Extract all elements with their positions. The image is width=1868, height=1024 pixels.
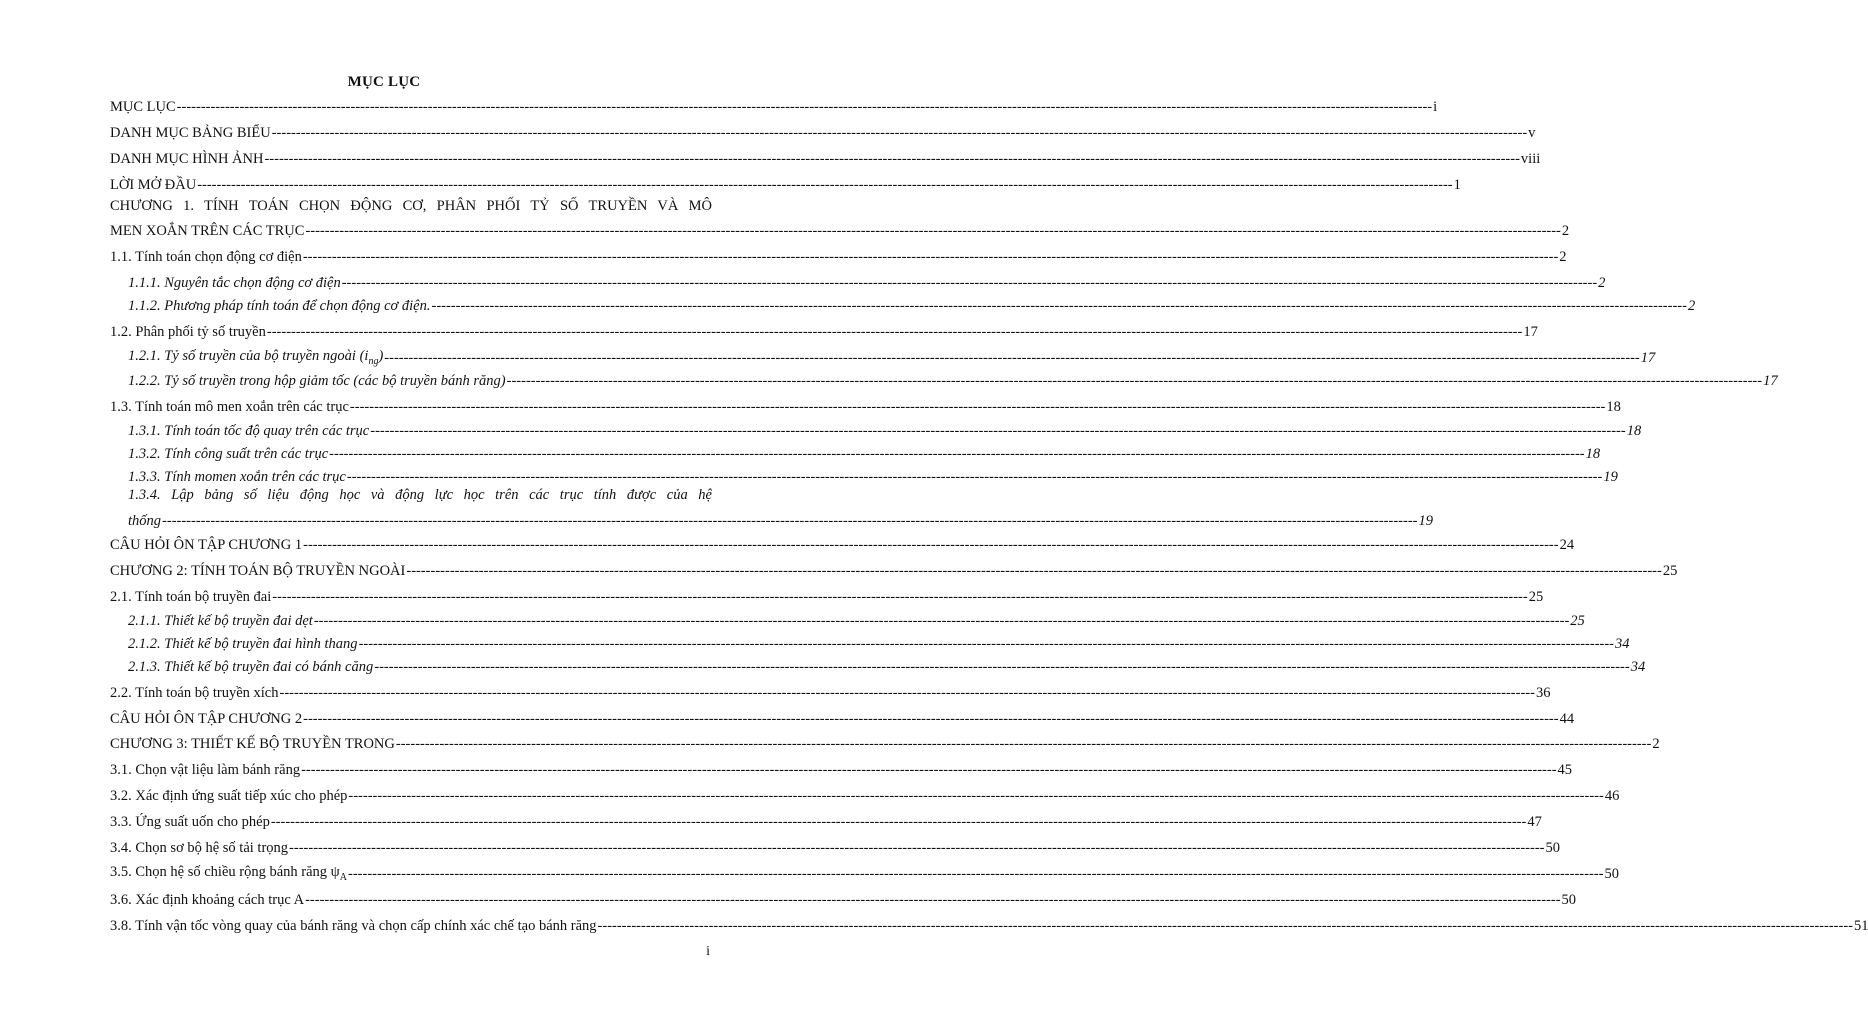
toc-leader-dashes: --------------------------------------------------------------------------------------------------------------------------------------------------------------------------------------------------------------------------------------------------------------------: [305, 223, 1561, 239]
toc-entry-page: 50: [1604, 866, 1619, 882]
toc-entry-wrapped-line[interactable]: 1.3.4. Lập bảng số liệu động học và động lực học trên các trục tính được của hệ: [128, 487, 712, 503]
toc-leader-dashes: --------------------------------------------------------------------------------------------------------------------------------------------------------------------------------------------------------------------------------------------------------------------: [313, 613, 1570, 629]
toc-entry-title: 3.8. Tính vận tốc vòng quay của bánh răng và chọn cấp chính xác chế tạo bánh răng: [110, 918, 597, 934]
toc-entry[interactable]: [110, 319, 1538, 341]
toc-entry-page: 1: [1453, 177, 1461, 193]
toc-entry[interactable]: [128, 270, 1606, 292]
toc-entry-page: 2: [1561, 223, 1570, 239]
toc-leader-dashes: --------------------------------------------------------------------------------------------------------------------------------------------------------------------------------------------------------------------------------------------------------------------: [197, 177, 1453, 193]
toc-entry-title: 3.3. Ứng suất uốn cho phép: [110, 814, 270, 830]
toc-entry-title: 3.5. Chọn hệ số chiều rộng bánh răng $\psi_A$: [110, 864, 347, 883]
toc-entry[interactable]: [128, 508, 1433, 530]
toc-entry[interactable]: [110, 680, 1551, 702]
toc-entry-title: 2.1.3. Thiết kế bộ truyền đai có bánh căng: [128, 659, 374, 675]
toc-entry-page: viii: [1520, 151, 1541, 167]
toc-entry[interactable]: [110, 120, 1536, 142]
toc-leader-dashes: --------------------------------------------------------------------------------------------------------------------------------------------------------------------------------------------------------------------------------------------------------------------: [348, 866, 1604, 882]
toc-entry[interactable]: [110, 244, 1567, 266]
toc-entry[interactable]: [110, 532, 1575, 554]
toc-leader-dashes: --------------------------------------------------------------------------------------------------------------------------------------------------------------------------------------------------------------------------------------------------------------------: [358, 636, 1615, 652]
toc-leader-dashes: --------------------------------------------------------------------------------------------------------------------------------------------------------------------------------------------------------------------------------------------------------------------: [406, 563, 1662, 579]
toc-entry-page: 2: [1687, 298, 1696, 314]
toc-entry[interactable]: [110, 731, 1660, 753]
page-title: MỤC LỤC: [347, 74, 421, 90]
toc-leader-dashes: --------------------------------------------------------------------------------------------------------------------------------------------------------------------------------------------------------------------------------------------------------------------: [597, 918, 1853, 934]
subscript-text: A: [339, 872, 347, 883]
toc-entry-page: 24: [1559, 537, 1575, 553]
toc-leader-dashes: --------------------------------------------------------------------------------------------------------------------------------------------------------------------------------------------------------------------------------------------------------------------: [271, 125, 1528, 141]
toc-leader-dashes: --------------------------------------------------------------------------------------------------------------------------------------------------------------------------------------------------------------------------------------------------------------------: [384, 350, 1640, 366]
toc-entry-page: 2: [1559, 249, 1567, 265]
toc-entry-title: MEN XOẮN TRÊN CÁC TRỤC: [110, 223, 305, 239]
toc-leader-dashes: --------------------------------------------------------------------------------------------------------------------------------------------------------------------------------------------------------------------------------------------------------------------: [374, 659, 1630, 675]
toc-leader-dashes: --------------------------------------------------------------------------------------------------------------------------------------------------------------------------------------------------------------------------------------------------------------------: [301, 762, 1557, 778]
toc-entry[interactable]: [110, 218, 1570, 240]
toc-leader-dashes: --------------------------------------------------------------------------------------------------------------------------------------------------------------------------------------------------------------------------------------------------------------------: [264, 151, 1520, 167]
toc-entry[interactable]: [110, 887, 1577, 909]
toc-leader-dashes: --------------------------------------------------------------------------------------------------------------------------------------------------------------------------------------------------------------------------------------------------------------------: [346, 469, 1603, 485]
toc-entry-title: thống: [128, 513, 162, 529]
toc-entry-page: 25: [1662, 563, 1678, 579]
toc-entry-page: 18: [1585, 446, 1601, 462]
toc-entry-page: 25: [1570, 613, 1585, 629]
toc-leader-dashes: --------------------------------------------------------------------------------------------------------------------------------------------------------------------------------------------------------------------------------------------------------------------: [506, 373, 1763, 389]
toc-entry-title: 1.1. Tính toán chọn động cơ điện: [110, 249, 302, 265]
toc-leader-dashes: --------------------------------------------------------------------------------------------------------------------------------------------------------------------------------------------------------------------------------------------------------------------: [176, 99, 1433, 115]
toc-entry-title: CÂU HỎI ÔN TẬP CHƯƠNG 2: [110, 711, 303, 727]
toc-entry-title: 3.6. Xác định khoảng cách trục A: [110, 892, 305, 908]
toc-entry-page: v: [1528, 125, 1536, 141]
toc-leader-dashes: --------------------------------------------------------------------------------------------------------------------------------------------------------------------------------------------------------------------------------------------------------------------: [349, 399, 1606, 415]
toc-entry-title: 2.1.1. Thiết kế bộ truyền đai dẹt: [128, 613, 313, 629]
toc-entry-page: 34: [1630, 659, 1646, 675]
toc-entry-page: 18: [1626, 423, 1642, 439]
toc-entry-title: 3.1. Chọn vật liệu làm bánh răng: [110, 762, 301, 778]
toc-entry-page: i: [1433, 99, 1438, 115]
toc-entry[interactable]: [110, 394, 1621, 416]
toc-leader-dashes: --------------------------------------------------------------------------------------------------------------------------------------------------------------------------------------------------------------------------------------------------------------------: [303, 711, 1559, 727]
toc-leader-dashes: --------------------------------------------------------------------------------------------------------------------------------------------------------------------------------------------------------------------------------------------------------------------: [270, 814, 1527, 830]
toc-entry-title: DANH MỤC BẢNG BIỂU: [110, 125, 271, 141]
toc-entry-title: 1.2. Phân phối tỷ số truyền: [110, 324, 266, 340]
toc-entry[interactable]: [110, 809, 1542, 831]
toc-leader-dashes: --------------------------------------------------------------------------------------------------------------------------------------------------------------------------------------------------------------------------------------------------------------------: [329, 446, 1585, 462]
toc-entry-page: 17: [1523, 324, 1538, 340]
toc-entry[interactable]: [110, 558, 1678, 580]
toc-entry-page: 19: [1418, 513, 1433, 529]
toc-leader-dashes: --------------------------------------------------------------------------------------------------------------------------------------------------------------------------------------------------------------------------------------------------------------------: [289, 840, 1545, 856]
toc-entry[interactable]: [110, 706, 1575, 728]
toc-entry-title: 1.3.2. Tính công suất trên các trục: [128, 446, 329, 462]
toc-entry-page: 45: [1557, 762, 1573, 778]
toc-entry-title: DANH MỤC HÌNH ẢNH: [110, 151, 264, 167]
toc-entry-page: 46: [1604, 788, 1620, 804]
toc-entry[interactable]: [128, 368, 1778, 390]
toc-entry-title: LỜI MỞ ĐẦU: [110, 177, 197, 193]
toc-entry-title: CHƯƠNG 3: THIẾT KẾ BỘ TRUYỀN TRONG: [110, 736, 395, 752]
toc-leader-dashes: --------------------------------------------------------------------------------------------------------------------------------------------------------------------------------------------------------------------------------------------------------------------: [272, 589, 1528, 605]
toc-entry[interactable]: [128, 418, 1642, 440]
toc-leader-dashes: --------------------------------------------------------------------------------------------------------------------------------------------------------------------------------------------------------------------------------------------------------------------: [279, 685, 1535, 701]
toc-entry-title: 1.3.1. Tính toán tốc độ quay trên các trục: [128, 423, 370, 439]
toc-entry-title: 1.3. Tính toán mô men xoắn trên các trục: [110, 399, 349, 415]
toc-entry-title: 3.2. Xác định ứng suất tiếp xúc cho phép: [110, 788, 348, 804]
toc-entry-page: 47: [1527, 814, 1542, 830]
toc-leader-dashes: --------------------------------------------------------------------------------------------------------------------------------------------------------------------------------------------------------------------------------------------------------------------: [341, 275, 1598, 291]
toc-entry-page: 34: [1615, 636, 1630, 652]
toc-entry-page: 50: [1561, 892, 1577, 908]
toc-entry-title: 3.4. Chọn sơ bộ hệ số tải trọng: [110, 840, 289, 856]
toc-entry-title: 1.2.2. Tỷ số truyền trong hộp giảm tốc (các bộ truyền bánh răng): [128, 373, 506, 389]
toc-leader-dashes: --------------------------------------------------------------------------------------------------------------------------------------------------------------------------------------------------------------------------------------------------------------------: [370, 423, 1626, 439]
toc-entry-title: 1.1.2. Phương pháp tính toán để chọn động cơ điện.: [128, 298, 431, 314]
toc-entry[interactable]: [110, 94, 1438, 116]
toc-entry-title: 2.2. Tính toán bộ truyền xích: [110, 685, 279, 701]
toc-entry-page: 2: [1652, 736, 1660, 752]
page-number: i: [706, 944, 710, 959]
toc-entry-title: 1.3.3. Tính momen xoắn trên các trục: [128, 469, 346, 485]
toc-leader-dashes: --------------------------------------------------------------------------------------------------------------------------------------------------------------------------------------------------------------------------------------------------------------------: [162, 513, 1418, 529]
toc-entry-title: MỤC LỤC: [110, 99, 176, 115]
toc-entry[interactable]: [110, 913, 1868, 935]
toc-entry-page: 25: [1528, 589, 1544, 605]
toc-entry[interactable]: [128, 654, 1646, 676]
toc-entry[interactable]: [110, 146, 1541, 168]
toc-entry-page: 17: [1640, 350, 1656, 366]
toc-leader-dashes: --------------------------------------------------------------------------------------------------------------------------------------------------------------------------------------------------------------------------------------------------------------------: [395, 736, 1652, 752]
toc-entry[interactable]: [110, 172, 1461, 194]
toc-entry[interactable]: [128, 293, 1696, 315]
toc-leader-dashes: --------------------------------------------------------------------------------------------------------------------------------------------------------------------------------------------------------------------------------------------------------------------: [431, 298, 1687, 314]
toc-entry-page: 50: [1545, 840, 1560, 856]
toc-leader-dashes: --------------------------------------------------------------------------------------------------------------------------------------------------------------------------------------------------------------------------------------------------------------------: [302, 249, 1559, 265]
toc-entry[interactable]: [110, 783, 1620, 805]
toc-leader-dashes: --------------------------------------------------------------------------------------------------------------------------------------------------------------------------------------------------------------------------------------------------------------------: [305, 892, 1561, 908]
toc-entry[interactable]: [128, 345, 1656, 367]
toc-entry-page: 19: [1603, 469, 1618, 485]
toc-entry-page: 2: [1598, 275, 1606, 291]
toc-entry-title: 2.1. Tính toán bộ truyền đai: [110, 589, 272, 605]
toc-leader-dashes: --------------------------------------------------------------------------------------------------------------------------------------------------------------------------------------------------------------------------------------------------------------------: [348, 788, 1604, 804]
toc-entry-title: CHƯƠNG 2: TÍNH TOÁN BỘ TRUYỀN NGOÀI: [110, 563, 406, 579]
toc-entry[interactable]: [128, 608, 1585, 630]
toc-entry-title: CÂU HỎI ÔN TẬP CHƯƠNG 1: [110, 537, 303, 553]
toc-entry[interactable]: [110, 584, 1544, 606]
toc-entry[interactable]: [128, 464, 1618, 486]
toc-leader-dashes: --------------------------------------------------------------------------------------------------------------------------------------------------------------------------------------------------------------------------------------------------------------------: [266, 324, 1523, 340]
subscript-text: ng: [368, 356, 379, 367]
toc-entry-page: 51: [1853, 918, 1868, 934]
toc-entry-wrapped-line[interactable]: CHƯƠNG 1. TÍNH TOÁN CHỌN ĐỘNG CƠ, PHÂN PHỐI TỶ SỐ TRUYỀN VÀ MÔ: [110, 198, 712, 214]
toc-entry[interactable]: [110, 835, 1560, 857]
toc-entry[interactable]: [110, 757, 1573, 779]
toc-entry[interactable]: [128, 441, 1601, 463]
toc-leader-dashes: --------------------------------------------------------------------------------------------------------------------------------------------------------------------------------------------------------------------------------------------------------------------: [303, 537, 1559, 553]
toc-entry-title: 2.1.2. Thiết kế bộ truyền đai hình thang: [128, 636, 358, 652]
toc-entry-page: 44: [1559, 711, 1575, 727]
toc-entry-title: 1.1.1. Nguyên tắc chọn động cơ điện: [128, 275, 341, 291]
toc-entry[interactable]: [128, 631, 1630, 653]
toc-entry-page: 36: [1535, 685, 1551, 701]
toc-entry[interactable]: [110, 861, 1619, 883]
toc-entry-page: 18: [1606, 399, 1621, 415]
toc-entry-page: 17: [1763, 373, 1778, 389]
toc-entry-title: 1.2.1. Tỷ số truyền của bộ truyền ngoài $(i_{ng})$: [128, 348, 384, 367]
